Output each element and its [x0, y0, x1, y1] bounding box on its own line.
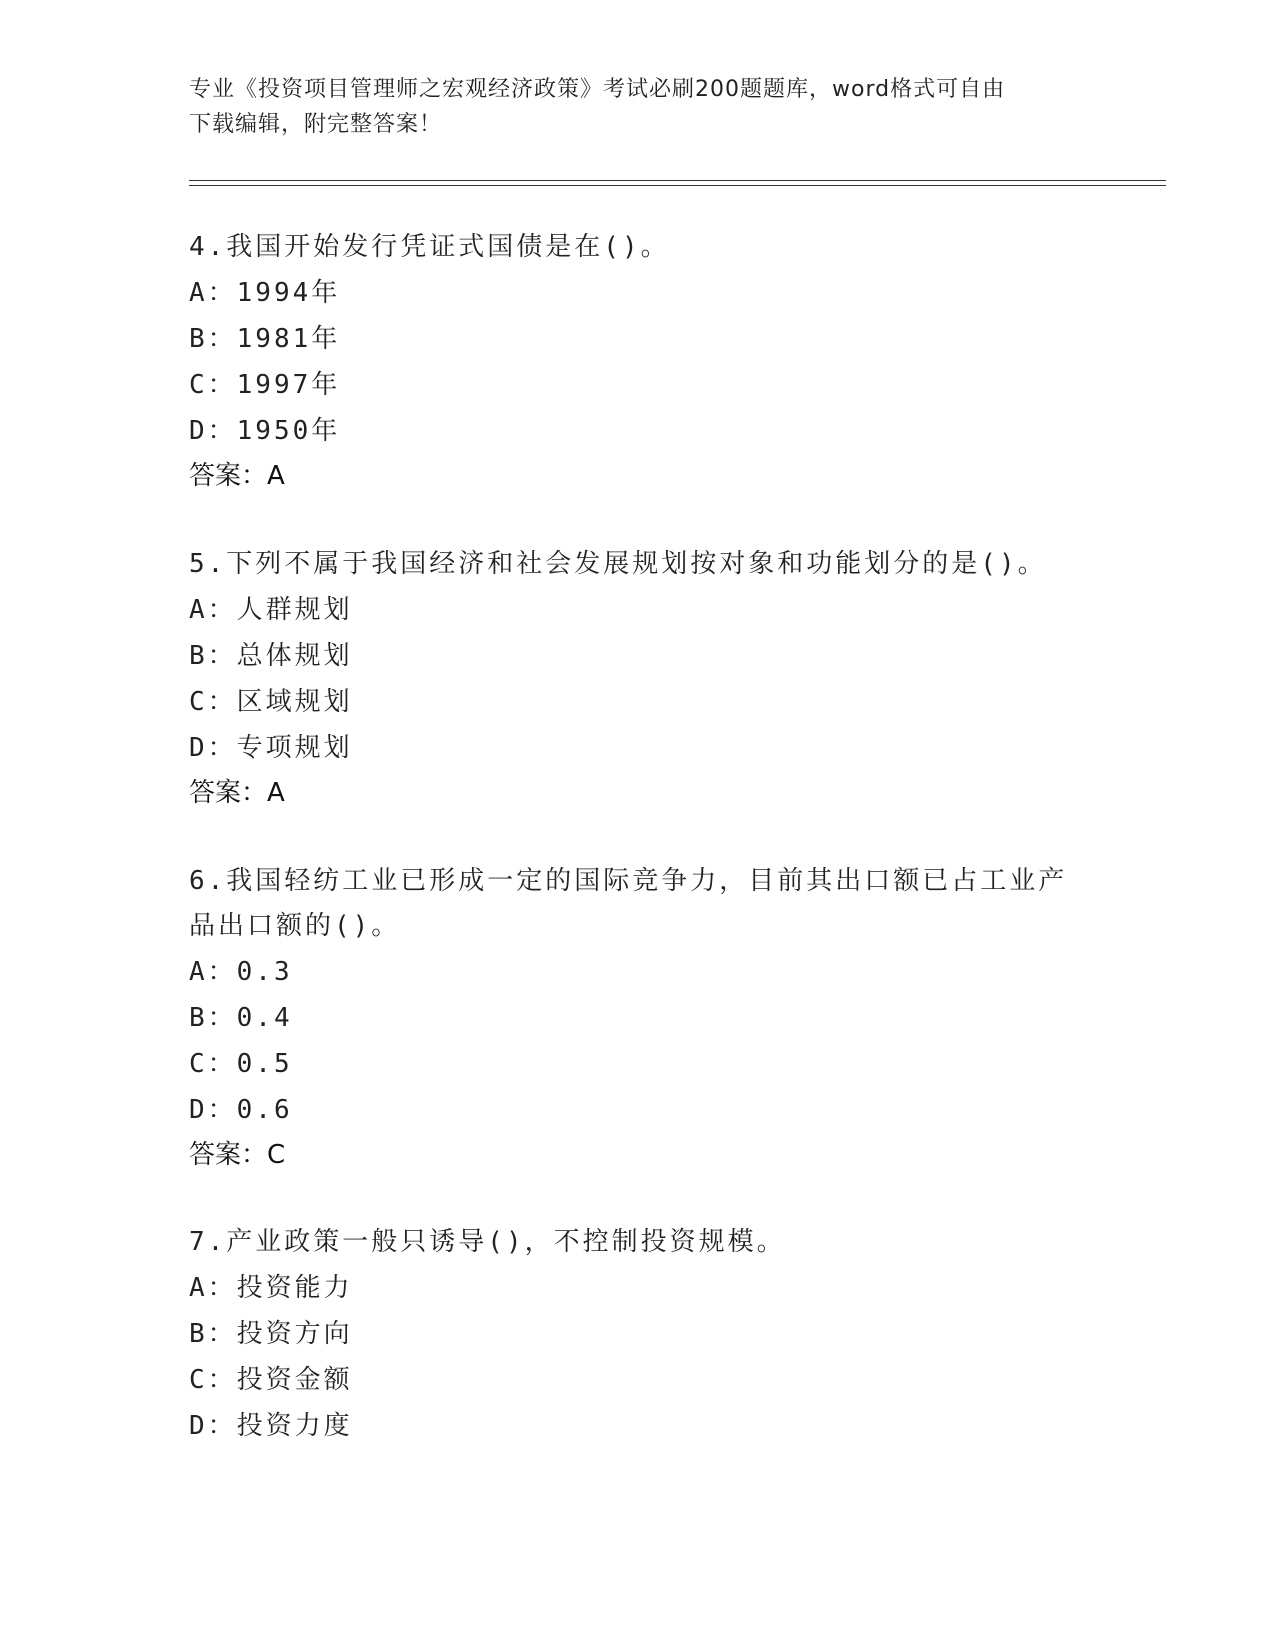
option-d: D：投资力度	[189, 1411, 353, 1441]
option-d: D：专项规划	[189, 733, 353, 763]
answer: 答案：C	[189, 1140, 286, 1170]
option-b: B：投资方向	[189, 1319, 353, 1349]
question-stem-line-1: 6.我国轻纺工业已形成一定的国际竞争力，目前其出口额已占工业产	[189, 866, 1068, 896]
header-line-1: 专业《投资项目管理师之宏观经济政策》考试必刷200题题库，word格式可自由	[189, 77, 1006, 102]
header-line-2: 下载编辑，附完整答案！	[189, 112, 443, 137]
answer: 答案：A	[189, 461, 285, 491]
option-b: B：1981年	[189, 324, 341, 354]
option-c: C：0.5	[189, 1049, 293, 1079]
option-a: A：人群规划	[189, 595, 353, 625]
option-c: C：1997年	[189, 370, 341, 400]
header-divider-bottom	[189, 185, 1166, 186]
header-divider-top	[189, 180, 1166, 181]
option-d: D：1950年	[189, 416, 341, 446]
question-stem: 7.产业政策一般只诱导()，不控制投资规模。	[189, 1227, 786, 1257]
option-d: D：0.6	[189, 1095, 293, 1125]
option-b: B：0.4	[189, 1003, 293, 1033]
option-a: A：投资能力	[189, 1273, 353, 1303]
option-c: C：区域规划	[189, 687, 353, 717]
question-6	[189, 859, 1089, 1178]
question-4	[189, 225, 1089, 499]
option-c: C：投资金额	[189, 1365, 353, 1395]
question-stem: 5.下列不属于我国经济和社会发展规划按对象和功能划分的是()。	[189, 549, 1047, 579]
question-5	[189, 542, 1089, 816]
option-b: B：总体规划	[189, 641, 353, 671]
question-7	[189, 1220, 1089, 1449]
option-a: A：0.3	[189, 957, 293, 987]
document-header	[189, 72, 1089, 142]
option-a: A：1994年	[189, 278, 341, 308]
question-stem: 4.我国开始发行凭证式国债是在()。	[189, 232, 670, 262]
question-stem-line-2: 品出口额的()。	[189, 911, 401, 941]
answer: 答案：A	[189, 778, 285, 808]
